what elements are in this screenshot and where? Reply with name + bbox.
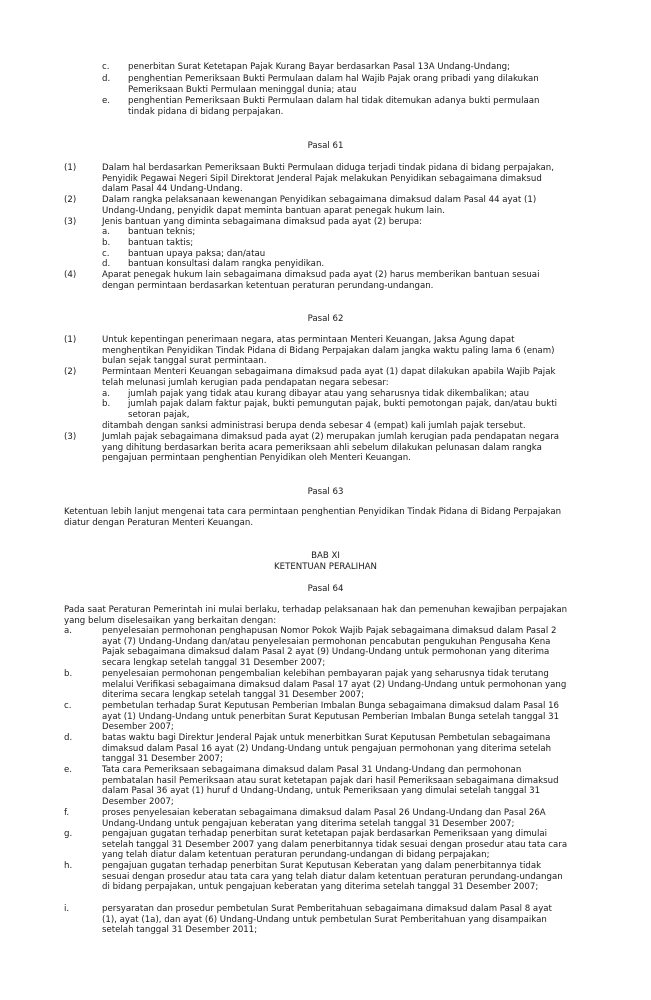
item-text: penyelesaian permohonan penghapusan Nomor Pokok Wajib Pajak sebagaimana dimaksud dalam Pasal 2 ayat (7) Undang-Undang dan/atau penyelesaian permohonan pencabutan pengukuhan Pengusaha Kena Pajak sebagaimana dimaksud dalam Pasal 2 ayat (9) Undang-Undang untuk permohonan yang diterima secara lengkap setelah tanggal 31 Desember 2007; — [102, 626, 557, 668]
item-label: b. — [64, 669, 73, 679]
paragraph-number: (3) — [64, 432, 77, 442]
item-text: penghentian Pemeriksaan Bukti Permulaan dalam hal Wajib Pajak orang pribadi yang dilakukan Pemeriksaan Bukti Permulaan meninggal dunia; atau — [128, 74, 539, 95]
item-label: i. — [64, 904, 70, 914]
item-label: c. — [102, 249, 110, 259]
item-text: pengajuan gugatan terhadap penerbitan Surat Keputusan Keberatan yang dalam penerbitannya tidak sesuai dengan prosedur atau tata cara yang telah diatur dalam ketentuan peraturan perundang-undangan di bidang perpajakan, untuk pengajuan keberatan yang diterima setelah tanggal 31 Desember 2007; — [102, 861, 563, 893]
item-text: pembetulan terhadap Surat Keputusan Pemberian Imbalan Bunga sebagaimana dimaksud dalam Pasal 16 ayat (1) Undang-Undang untuk penerbitan Surat Keputusan Pemberian Imbalan Bunga setelah tanggal 31 Desember 2007; — [102, 701, 560, 733]
pasal-61-heading: Pasal 61 — [307, 141, 344, 151]
item-label: a. — [102, 227, 110, 237]
item-label: c. — [64, 701, 72, 711]
paragraph-number: (2) — [64, 367, 77, 377]
item-text: pengajuan gugatan terhadap penerbitan surat ketetapan pajak berdasarkan Pemeriksaan yang dimulai setelah tanggal 31 Desember 2007 yang dalam penerbitannya tidak sesuai dengan prosedur atau tata cara yang telah diatur dalam ketentuan peraturan perundang-undangan di bidang perpajakan; — [102, 829, 568, 861]
paragraph-text: Dalam rangka pelaksanaan kewenangan Penyidikan sebagaimana dimaksud dalam Pasal 44 ayat (1) Undang-Undang, penyidik dapat meminta bantuan aparat penegak hukum lain. — [102, 195, 537, 216]
item-label: e. — [102, 96, 111, 106]
chapter-title: KETENTUAN PERALIHAN — [274, 562, 377, 572]
pasal-63-heading: Pasal 63 — [307, 487, 344, 497]
item-label: h. — [64, 861, 73, 871]
item-label: b. — [102, 399, 111, 409]
item-text: jumlah pajak yang tidak atau kurang dibayar atau yang seharusnya tidak dikembalikan; atau — [128, 389, 530, 399]
item-label: a. — [64, 626, 72, 636]
item-text: Tata cara Pemeriksaan sebagaimana dimaksud dalam Pasal 31 Undang-Undang dan permohonan pembatalan hasil Pemeriksaan atau surat ketetapan pajak dari hasil Pemeriksaan sebagaimana dimaksud dalam Pasal 36 ayat (1) huruf d Undang-Undang, untuk Pemeriksaan yang dimulai setelah tanggal 31 Desember 2007; — [102, 765, 559, 807]
paragraph-text: Jumlah pajak sebagaimana dimaksud pada ayat (2) merupakan jumlah kerugian pada pendapatan negara yang dihitung berdasarkan berita acara pemeriksaan ahli sebelum dilakukan pelunasan dalam rangka pengajuan permintaan penghentian Penyidikan oleh Menteri Keuangan. — [102, 432, 560, 464]
item-label: f. — [64, 808, 70, 818]
item-text: batas waktu bagi Direktur Jenderal Pajak untuk menerbitkan Surat Keputusan Pembetulan sebagaimana dimaksud dalam Pasal 16 ayat (2) Undang-Undang untuk pengajuan permohonan yang diterima setelah tanggal 31 Desember 2007; — [102, 733, 552, 765]
paragraph-text: Untuk kepentingan penerimaan negara, atas permintaan Menteri Keuangan, Jaksa Agung dapat menghentikan Penyidikan Tindak Pidana di Bidang Perpajakan dalam jangka waktu paling lama 6 (enam) bulan sejak tanggal surat permintaan. — [102, 335, 555, 367]
pasal-62-heading: Pasal 62 — [307, 314, 344, 324]
item-label: b. — [102, 238, 111, 248]
item-text: bantuan taktis; — [128, 238, 194, 248]
item-text: persyaratan dan prosedur pembetulan Surat Pemberitahuan sebagaimana dimaksud dalam Pasal 8 ayat (1), ayat (1a), dan ayat (6) Undang-Undang untuk pembetulan Surat Pemberitahuan yang disampaikan setelah tanggal 31 Desember 2011; — [102, 904, 552, 936]
item-label: e. — [64, 765, 73, 775]
paragraph-number: (1) — [64, 163, 77, 173]
paragraph-tail: ditambah dengan sanksi administrasi berupa denda sebesar 4 (empat) kali jumlah pajak tersebut. — [102, 421, 526, 431]
item-label: g. — [64, 829, 73, 839]
paragraph-text: Permintaan Menteri Keuangan sebagaimana dimaksud pada ayat (1) dapat dilakukan apabila Wajib Pajak telah melunasi jumlah kerugian pada pendapatan negara sebesar: — [102, 367, 556, 388]
paragraph-text: Pada saat Peraturan Pemerintah ini mulai berlaku, terhadap pelaksanaan hak dan pemenuhan kewajiban perpajakan yang belum diselesaikan yang berkaitan dengan: — [64, 605, 568, 626]
paragraph-number: (2) — [64, 195, 77, 205]
item-text: penghentian Pemeriksaan Bukti Permulaan dalam hal tidak ditemukan adanya bukti permulaan tindak pidana di bidang perpajakan. — [128, 96, 540, 117]
item-text: bantuan konsultasi dalam rangka penyidikan. — [128, 259, 325, 269]
item-label: d. — [102, 74, 111, 84]
paragraph-text: Ketentuan lebih lanjut mengenai tata cara permintaan penghentian Penyidikan Tindak Pidana di Bidang Perpajakan diatur dengan Peraturan Menteri Keuangan. — [64, 507, 562, 528]
pasal-64-heading: Pasal 64 — [307, 584, 344, 594]
item-label: d. — [64, 733, 73, 743]
item-label: c. — [102, 62, 110, 72]
item-text: penerbitan Surat Ketetapan Pajak Kurang Bayar berdasarkan Pasal 13A Undang-Undang; — [128, 62, 511, 72]
paragraph-text: Dalam hal berdasarkan Pemeriksaan Bukti Permulaan diduga terjadi tindak pidana di bidang perpajakan, Penyidik Pegawai Negeri Sipil Direktorat Jenderal Pajak melakukan Penyidikan sebagaimana dimaksud dalam Pasal 44 Undang-Undang. — [102, 163, 554, 195]
paragraph-number: (4) — [64, 270, 77, 280]
item-text: bantuan upaya paksa; dan/atau — [128, 249, 266, 259]
item-text: proses penyelesaian keberatan sebagaimana dimaksud dalam Pasal 26 Undang-Undang dan Pasal 26A Undang-Undang untuk pengajuan keberatan yang diterima setelah tanggal 31 Desember 2007; — [102, 808, 546, 829]
item-text: jumlah pajak dalam faktur pajak, bukti pemungutan pajak, bukti pemotongan pajak, dan/atau bukti setoran pajak, — [128, 399, 557, 420]
paragraph-text: Aparat penegak hukum lain sebagaimana dimaksud pada ayat (2) harus memberikan bantuan sesuai dengan permintaan berdasarkan ketentuan peraturan perundang-undangan. — [102, 270, 540, 291]
paragraph-number: (3) — [64, 217, 77, 227]
chapter-number: BAB XI — [311, 551, 340, 561]
item-label: a. — [102, 389, 110, 399]
item-text: penyelesaian permohonan pengembalian kelebihan pembayaran pajak yang seharusnya tidak terutang melalui Verifikasi sebagaimana dimaksud dalam Pasal 17 ayat (2) Undang-Undang untuk permohonan yang diterima secara lengkap setelah tanggal 31 Desember 2007; — [102, 669, 567, 701]
item-text: bantuan teknis; — [128, 227, 196, 237]
item-label: d. — [102, 259, 111, 269]
paragraph-number: (1) — [64, 335, 77, 345]
paragraph-text: Jenis bantuan yang diminta sebagaimana dimaksud pada ayat (2) berupa: — [102, 217, 423, 227]
